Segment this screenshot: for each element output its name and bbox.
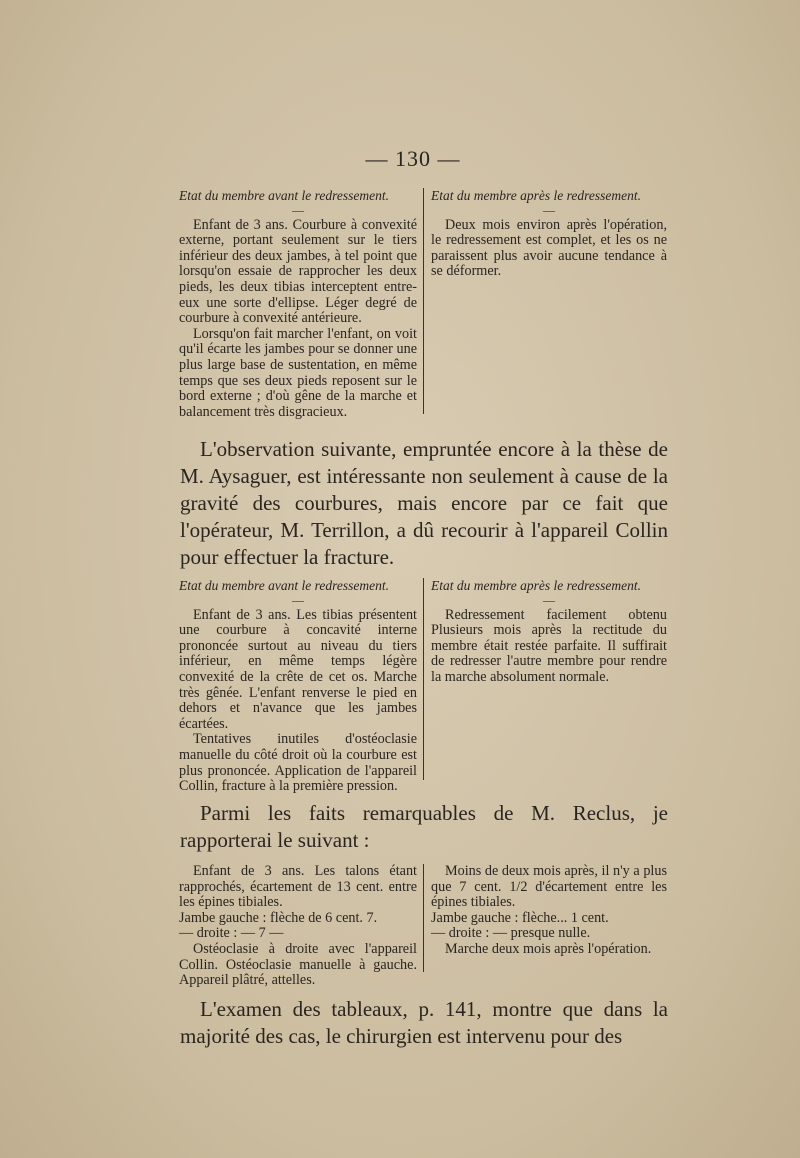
table3-right-line: Jambe gauche : flèche... 1 cent. xyxy=(431,909,609,926)
table3-divider xyxy=(423,864,424,972)
table1-left-header: Etat du membre avant le redressement. xyxy=(179,188,389,203)
table2-right-paragraph: Redressement facilement obtenu Plusieurs mois après la rectitude du membre était restée parfaite. Il suffirait de redresser l'autre membre pour rendre la marche absolument normale. xyxy=(431,606,667,685)
paragraph-reclus xyxy=(180,800,668,854)
table1-left-dash: — xyxy=(292,202,304,217)
table3-right-line: Moins de deux mois après, il n'y a plus que 7 cent. 1/2 d'écartement entre les épines tibiales. xyxy=(431,863,667,911)
paragraph-text: L'examen des tableaux, p. 141, montre que dans la majorité des cas, le chirurgien est intervenu pour des xyxy=(180,997,668,1048)
table2-right-dash: — xyxy=(543,592,555,607)
table2-left-column xyxy=(179,578,417,795)
table2-left-header: Etat du membre avant le redressement. xyxy=(179,578,389,593)
paragraph-examen xyxy=(180,996,668,1050)
table3-right-line: — droite : — presque nulle. xyxy=(431,925,591,942)
table1-right-column xyxy=(431,188,667,280)
table1-left-column xyxy=(179,188,417,420)
table2-left-paragraph: Enfant de 3 ans. Les tibias présentent une courbure à concavité interne prononcée surtout au niveau du tiers inférieur, en même temps légère convexité de la crête de cet os. Marche très gênée. L'enfant renverse le pied en dehors et n'avance que les jambes écartées. xyxy=(179,606,417,732)
table3-left-line: Jambe gauche : flèche de 6 cent. 7. xyxy=(179,909,378,926)
paragraph-observation xyxy=(180,436,668,571)
paragraph-text: Parmi les faits remarquables de M. Reclus, je rapporterai le suivant : xyxy=(180,801,668,852)
table1-left-paragraph: Enfant de 3 ans. Courbure à convexité externe, portant seulement sur le tiers inférieur des deux jambes, à tel point que lorsqu'on essaie de rapprocher les deux pieds, les deux tibias interceptent entre-eux une sorte d'ellipse. Léger degré de courbure à convexité antérieure. xyxy=(179,216,417,327)
table3-left-column xyxy=(179,864,417,989)
table1-left-paragraph: Lorsqu'on fait marcher l'enfant, on voit qu'il écarte les jambes pour se donner une plus large base de sustentation, en même temps que ses deux pieds reposent sur le bord externe ; d'où gêne de la marche et balancement très disgracieux. xyxy=(179,325,417,420)
table3-left-line: Enfant de 3 ans. Les talons étant rapprochés, écartement de 13 cent. entre les épines tibiales. xyxy=(179,863,417,911)
table1-right-dash: — xyxy=(543,202,555,217)
table3-right-column xyxy=(431,864,667,958)
table1-right-paragraph: Deux mois environ après l'opération, le redressement est complet, et les os ne paraissent plus avoir aucune tendance à se déformer. xyxy=(431,216,667,280)
table2-left-dash: — xyxy=(292,592,304,607)
table1-right-header: Etat du membre après le redressement. xyxy=(431,188,641,203)
table3-right-line: Marche deux mois après l'opération. xyxy=(445,940,652,957)
table2-right-header: Etat du membre après le redressement. xyxy=(431,578,641,593)
page-number: — 130 — xyxy=(365,146,461,171)
paragraph-text: L'observation suivante, empruntée encore à la thèse de M. Aysaguer, est intéressante non seulement à cause de la gravité des courbures, mais encore par ce fait que l'opérateur, M. Terrillon, a dû recourir à l'appareil Collin pour effectuer la fracture. xyxy=(180,437,668,569)
table2-right-column xyxy=(431,578,667,686)
table2-left-paragraph: Tentatives inutiles d'ostéoclasie manuelle du côté droit où la courbure est plus prononcée. Application de l'appareil Collin, fracture à la première pression. xyxy=(179,731,417,795)
table3-left-line: — droite : — 7 — xyxy=(179,925,284,942)
table2-divider xyxy=(423,578,424,780)
table1-divider xyxy=(423,188,424,414)
table3-left-line: Ostéoclasie à droite avec l'appareil Collin. Ostéoclasie manuelle à gauche. Appareil plâtré, attelles. xyxy=(179,940,417,989)
